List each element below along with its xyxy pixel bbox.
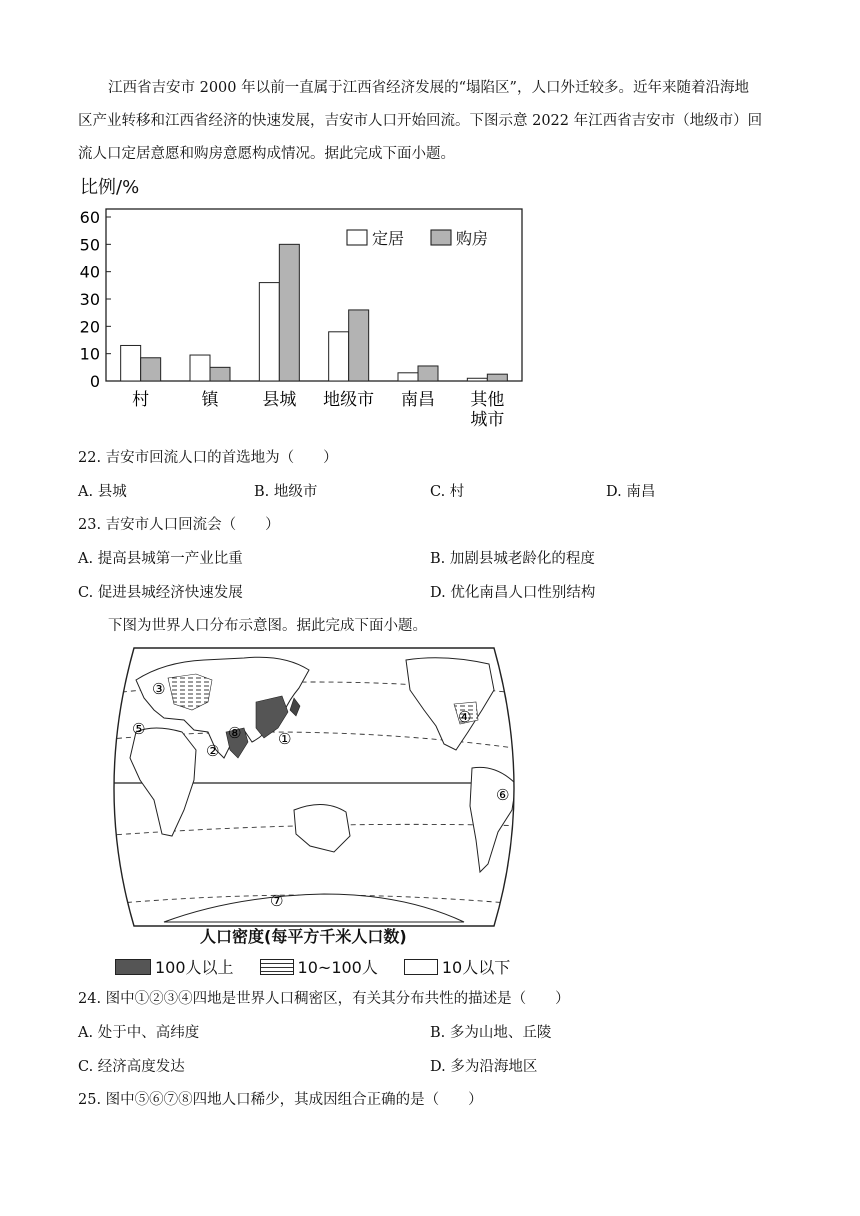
marker-8: ⑧ — [228, 724, 242, 742]
legend-swatch-goufang — [431, 230, 451, 245]
x-category-label: 南昌 — [401, 390, 435, 410]
q22-option-c[interactable]: C. 村 — [430, 484, 465, 500]
bar-goufang — [141, 358, 161, 381]
q24-option-d[interactable]: D. 多为沿海地区 — [430, 1059, 538, 1075]
x-category-label: 镇 — [201, 390, 219, 410]
x-axis-labels — [132, 389, 504, 430]
y-tick-label: 40 — [79, 262, 100, 282]
y-tick-label: 20 — [79, 317, 100, 337]
bar-goufang — [349, 310, 369, 381]
bar-dingju — [467, 378, 487, 381]
question-22-stem: 22. 吉安市回流人口的首选地为（ ） — [78, 450, 338, 466]
bar-dingju — [329, 332, 349, 381]
marker-3: ③ — [152, 680, 166, 698]
intro-paragraph-2: 下图为世界人口分布示意图。据此完成下面小题。 — [108, 618, 427, 634]
legend-label-goufang: 购房 — [456, 229, 489, 248]
legend-label-dingju: 定居 — [372, 229, 405, 248]
question-25-stem: 25. 图中⑤⑥⑦⑧四地人口稀少，其成因组合正确的是（ ） — [78, 1092, 483, 1108]
x-category-label: 地级市 — [323, 390, 375, 410]
bar-goufang — [279, 244, 299, 381]
legend-label-dense: 100人以上 — [155, 958, 234, 977]
q23-option-a[interactable]: A. 提高县城第一产业比重 — [78, 551, 243, 567]
question-24-stem: 24. 图中①②③④四地是世界人口稠密区，有关其分布共性的描述是（ ） — [78, 991, 570, 1007]
landmass-africa — [130, 728, 196, 836]
legend-swatch-dingju — [347, 230, 367, 245]
bar-dingju — [190, 355, 210, 381]
world-population-map — [84, 640, 544, 940]
marker-5: ⑤ — [132, 720, 146, 738]
bar-dingju — [259, 283, 279, 381]
legend-label-sparse: 10人以下 — [441, 958, 511, 977]
q24-option-b[interactable]: B. 多为山地、丘陵 — [430, 1025, 552, 1041]
question-23-stem: 23. 吉安市人口回流会（ ） — [78, 517, 280, 533]
q24-option-c[interactable]: C. 经济高度发达 — [78, 1059, 185, 1075]
legend-swatch-dense — [115, 959, 151, 975]
y-tick-label: 10 — [79, 344, 100, 364]
marker-7: ⑦ — [270, 892, 284, 910]
map-title: 人口密度(每平方千米人口数) — [200, 927, 407, 946]
bar-goufang — [418, 366, 438, 381]
landmass-greenland — [84, 658, 118, 688]
x-category-label: 城市 — [470, 410, 505, 430]
y-tick-label: 50 — [79, 235, 100, 255]
marker-1: ① — [278, 730, 292, 748]
intro-paragraph-1 — [78, 72, 798, 171]
legend-label-medium: 10~100人 — [297, 958, 378, 977]
marker-2: ② — [206, 742, 220, 760]
x-category-label: 县城 — [262, 390, 297, 410]
bar-chart — [70, 168, 540, 438]
y-tick-label: 60 — [79, 208, 100, 227]
q23-option-b[interactable]: B. 加剧县城老龄化的程度 — [430, 551, 595, 567]
y-tick-label: 30 — [79, 290, 100, 309]
bar-goufang — [210, 367, 230, 381]
q23-option-d[interactable]: D. 优化南昌人口性别结构 — [430, 585, 596, 601]
intro-line-2: 区产业转移和江西省经济的快速发展，吉安市人口开始回流。下图示意 2022 年江西省吉安市（地级市）回 — [78, 113, 763, 129]
intro-line-3: 流人口定居意愿和购房意愿构成情况。据此完成下面小题。 — [78, 146, 455, 162]
chart-ylabel: 比例/% — [80, 177, 140, 198]
landmass-north-america — [406, 658, 494, 750]
landmass-antarctica — [164, 894, 464, 922]
q22-option-b[interactable]: B. 地级市 — [254, 484, 318, 500]
marker-4: ④ — [458, 708, 472, 726]
bar-dingju — [121, 345, 141, 381]
x-category-label: 村 — [132, 390, 150, 410]
bars-group — [121, 244, 508, 381]
q23-option-c[interactable]: C. 促进县城经济快速发展 — [78, 585, 243, 601]
x-category-label: 其他 — [470, 390, 505, 410]
y-tick-label: 0 — [89, 372, 100, 391]
marker-6: ⑥ — [496, 786, 510, 804]
map-legend — [115, 955, 510, 978]
chart-legend — [347, 229, 488, 248]
landmass-australia — [294, 804, 350, 852]
legend-swatch-medium — [260, 959, 294, 975]
landmass-japan — [290, 698, 300, 716]
q22-option-d[interactable]: D. 南昌 — [606, 484, 656, 500]
bar-goufang — [487, 374, 507, 381]
q24-option-a[interactable]: A. 处于中、高纬度 — [78, 1025, 200, 1041]
bar-dingju — [398, 373, 418, 381]
intro-line-1: 江西省吉安市 2000 年以前一直属于江西省经济发展的“塌陷区”，人口外迁较多。近年来随着沿海地 — [108, 80, 749, 96]
legend-swatch-sparse — [404, 959, 438, 975]
q22-option-a[interactable]: A. 县城 — [78, 484, 127, 500]
